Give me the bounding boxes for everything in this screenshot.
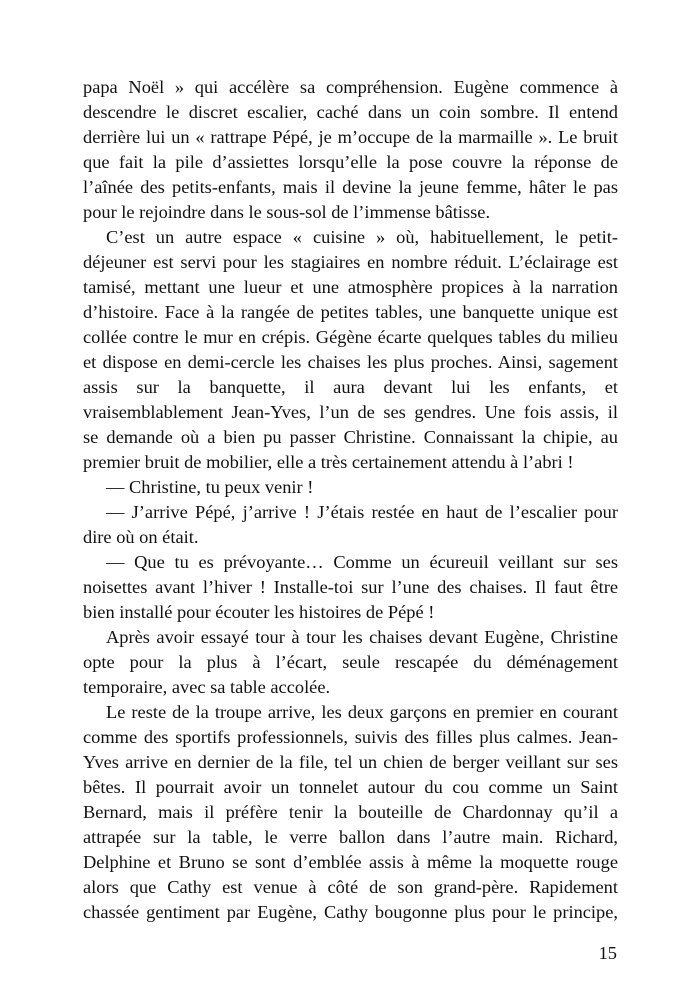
text-line: bêtes. Il pourrait avoir un tonnelet autour du cou comme un Saint bbox=[83, 777, 618, 797]
text-line: et dispose en demi-cercle les chaises les plus proches. Ainsi, sagement bbox=[83, 352, 618, 372]
text-line: alors que Cathy est venue à côté de son grand-père. Rapidement bbox=[83, 877, 618, 897]
text-line: comme des sportifs professionnels, suivis des filles plus calmes. Jean- bbox=[83, 727, 618, 747]
text-line: Après avoir essayé tour à tour les chaises devant Eugène, Christine bbox=[106, 627, 618, 647]
text-line: que fait la pile d’assiettes lorsqu’elle la pose couvre la réponse de bbox=[83, 152, 618, 172]
text-line: tamisé, mettant une lueur et une atmosphère propices à la narration bbox=[83, 277, 618, 297]
text-line: Le reste de la troupe arrive, les deux garçons en premier en courant bbox=[106, 702, 618, 722]
text-line: Delphine et Bruno se sont d’emblée assis à même la moquette rouge bbox=[83, 852, 618, 872]
text-line: collée contre le mur en crépis. Gégène écarte quelques tables du milieu bbox=[83, 327, 618, 347]
text-line: dire où on était. bbox=[83, 527, 199, 547]
text-line: Bernard, mais il préfère tenir la bouteille de Chardonnay qu’il a bbox=[83, 802, 618, 822]
text-line: papa Noël » qui accélère sa compréhension. Eugène commence à bbox=[83, 77, 618, 97]
paragraph bbox=[83, 500, 618, 550]
body-text bbox=[83, 75, 618, 925]
text-line: déjeuner est servi pour les stagiaires en nombre réduit. L’éclairage est bbox=[83, 252, 618, 272]
text-line: pour le rejoindre dans le sous-sol de l’immense bâtisse. bbox=[83, 202, 491, 222]
page-number: 15 bbox=[598, 943, 617, 963]
text-line: premier bruit de mobilier, elle a très certainement attendu à l’abri ! bbox=[83, 452, 574, 472]
text-line: — Christine, tu peux venir ! bbox=[106, 477, 314, 497]
paragraph bbox=[83, 700, 618, 925]
paragraph bbox=[83, 475, 618, 500]
text-line: d’histoire. Face à la rangée de petites tables, une banquette unique est bbox=[83, 302, 618, 322]
paragraph bbox=[83, 550, 618, 625]
text-line: C’est un autre espace « cuisine » où, habituellement, le petit- bbox=[106, 227, 618, 247]
text-line: l’aînée des petits-enfants, mais il devine la jeune femme, hâter le pas bbox=[83, 177, 618, 197]
text-line: temporaire, avec sa table accolée. bbox=[83, 677, 331, 697]
text-line: se demande où a bien pu passer Christine. Connaissant la chipie, au bbox=[83, 427, 618, 447]
text-line: chassée gentiment par Eugène, Cathy bougonne plus pour le principe, bbox=[83, 902, 618, 922]
text-line: noisettes avant l’hiver ! Installe-toi sur l’une des chaises. Il faut être bbox=[83, 577, 618, 597]
paragraph bbox=[83, 625, 618, 700]
text-line: Yves arrive en dernier de la file, tel un chien de berger veillant sur ses bbox=[83, 752, 618, 772]
text-line: attrapée sur la table, le verre ballon dans l’autre main. Richard, bbox=[83, 827, 618, 847]
paragraph bbox=[83, 225, 618, 475]
paragraph bbox=[83, 75, 618, 225]
text-line: — J’arrive Pépé, j’arrive ! J’étais restée en haut de l’escalier pour bbox=[106, 502, 618, 522]
text-line: — Que tu es prévoyante… Comme un écureuil veillant sur ses bbox=[106, 552, 618, 572]
text-line: derrière lui un « rattrape Pépé, je m’occupe de la marmaille ». Le bruit bbox=[83, 127, 618, 147]
text-line: bien installé pour écouter les histoires de Pépé ! bbox=[83, 602, 435, 622]
text-line: vraisemblablement Jean-Yves, l’un de ses gendres. Une fois assis, il bbox=[83, 402, 618, 422]
text-line: descendre le discret escalier, caché dans un coin sombre. Il entend bbox=[83, 102, 618, 122]
text-line: opte pour la plus à l’écart, seule rescapée du déménagement bbox=[83, 652, 618, 672]
text-line: assis sur la banquette, il aura devant lui les enfants, et bbox=[83, 377, 618, 397]
